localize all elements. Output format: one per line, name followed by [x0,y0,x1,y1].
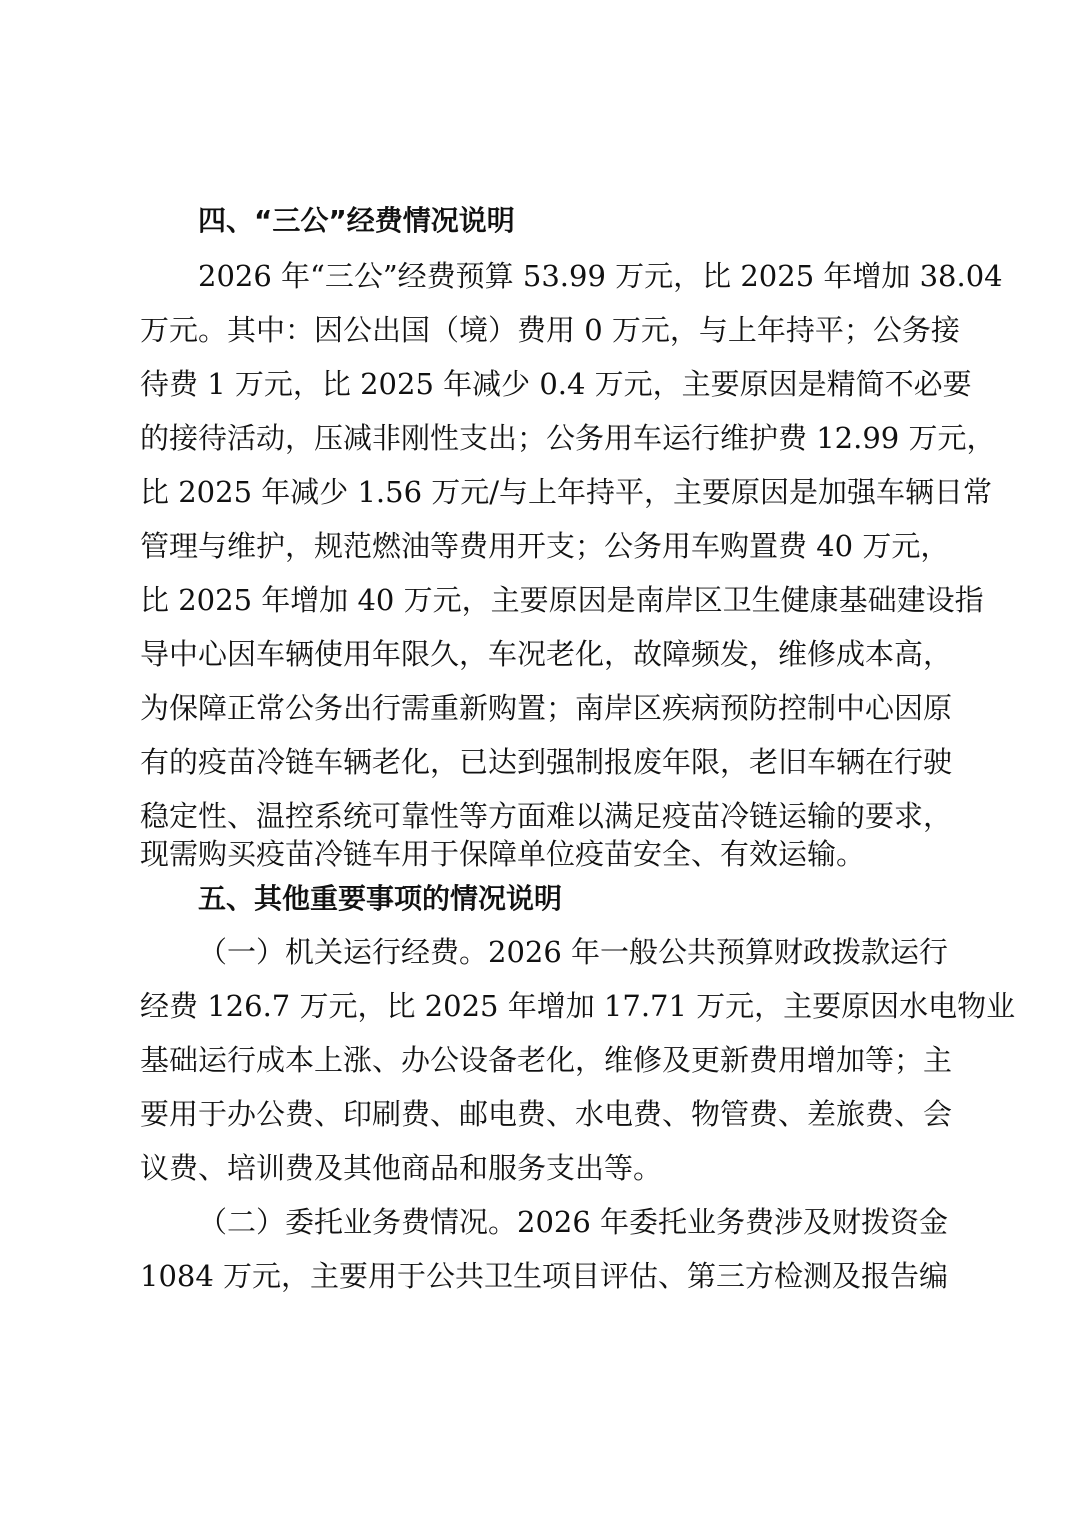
paragraph-line: 基础运行成本上涨、办公设备老化，维修及更新费用增加等；主 [140,1043,953,1077]
paragraph-line: 要用于办公费、印刷费、邮电费、水电费、物管费、差旅费、会 [140,1097,953,1131]
paragraph-line: 比 2025 年增加 40 万元，主要原因是南岸区卫生健康基础建设指 [140,583,984,617]
paragraph-line: （二）委托业务费情况。2026 年委托业务费涉及财拨资金 [198,1205,949,1239]
paragraph-line: 议费、培训费及其他商品和服务支出等。 [140,1151,663,1185]
paragraph-line: （一）机关运行经费。2026 年一般公共预算财政拨款运行 [198,935,949,969]
paragraph-line: 导中心因车辆使用年限久，车况老化，故障频发，维修成本高， [140,637,953,671]
paragraph-line: 的接待活动，压减非刚性支出；公务用车运行维护费 12.99 万元， [140,421,996,455]
paragraph-line: 有的疫苗冷链车辆老化，已达到强制报废年限，老旧车辆在行驶 [140,745,953,779]
paragraph-line: 管理与维护，规范燃油等费用开支；公务用车购置费 40 万元， [140,529,950,563]
paragraph-line: 万元。其中：因公出国（境）费用 0 万元，与上年持平；公务接 [140,313,960,347]
paragraph-line: 1084 万元，主要用于公共卫生项目评估、第三方检测及报告编 [140,1259,949,1293]
paragraph-line: 现需购买疫苗冷链车用于保障单位疫苗安全、有效运输。 [140,837,866,871]
paragraph-line: 为保障正常公务出行需重新购置；南岸区疾病预防控制中心因原 [140,691,953,725]
paragraph-line: 2026 年“三公”经费预算 53.99 万元，比 2025 年增加 38.04 [198,259,1003,293]
section-4-heading: 四、“三公”经费情况说明 [198,204,515,237]
section-5-heading: 五、其他重要事项的情况说明 [198,882,563,915]
paragraph-line: 比 2025 年减少 1.56 万元/与上年持平，主要原因是加强车辆日常 [140,475,993,509]
paragraph-line: 稳定性、温控系统可靠性等方面难以满足疫苗冷链运输的要求， [140,799,953,833]
paragraph-line: 待费 1 万元，比 2025 年减少 0.4 万元，主要原因是精简不必要 [140,367,972,401]
paragraph-line: 经费 126.7 万元，比 2025 年增加 17.71 万元，主要原因水电物业 [140,989,1016,1023]
